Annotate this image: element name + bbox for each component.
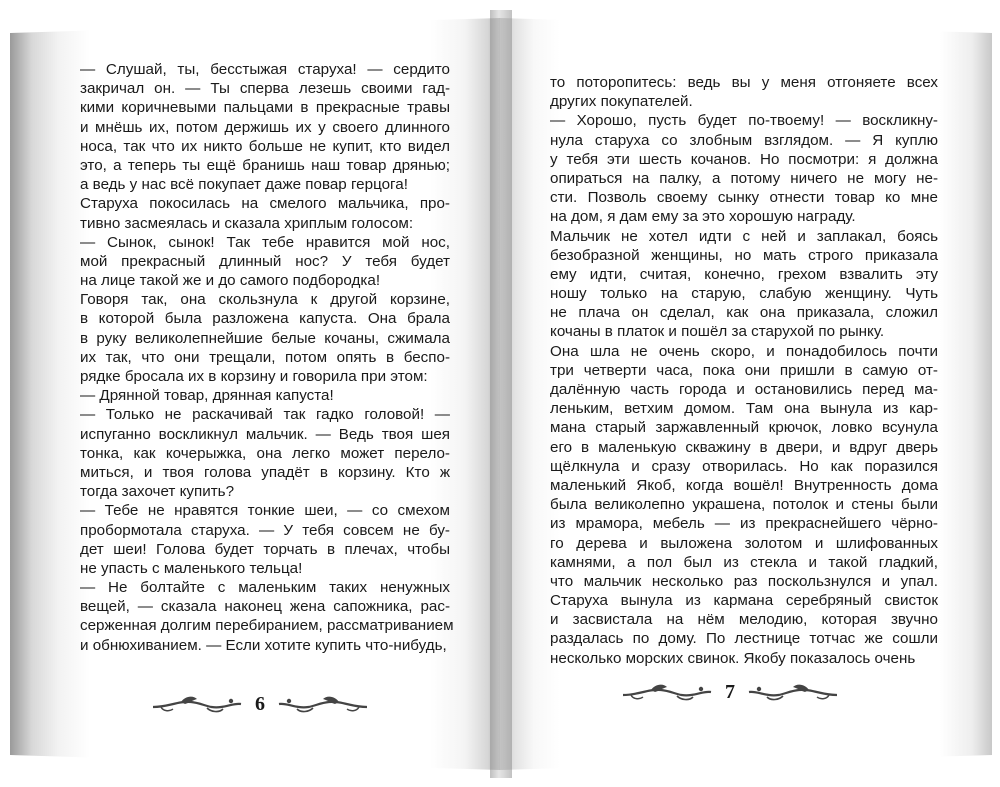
- text-line: рядке бросала их в корзину и говорила при этом:: [80, 368, 428, 385]
- text-line: Она шла не очень скоро, и понадобилось почти: [550, 342, 938, 360]
- text-line: испуганно воскликнул мальчик. — Ведь твоя шея: [80, 425, 450, 443]
- text-line: опираться на палку, а потому ничего не могу не-: [550, 169, 938, 187]
- text-line: сти. Позволь своему сынку отнести товар ко мне: [550, 189, 938, 207]
- text-line: раздалась по дому. По лестнице тотчас же сошли: [550, 630, 938, 648]
- text-line: несколько морских свинок. Якобу показалось очень: [550, 649, 916, 667]
- text-line: их так, что они трещали, потом опять в беспо-: [80, 348, 450, 366]
- text-line: — Сынок, сынок! Так тебе нравится мой нос,: [80, 233, 450, 251]
- text-line: Мальчик не хотел идти с ней и заплакал, боясь: [550, 227, 938, 245]
- text-line: мана старый заржавленный крючок, ловко всунула: [550, 419, 938, 437]
- text-line: мой прекрасный длинный нос? У тебя будет: [80, 252, 450, 270]
- text-line: Старуха покосилась на смелого мальчика, про-: [80, 195, 450, 213]
- text-line: Говоря так, она скользнула к другой корзине,: [80, 291, 450, 309]
- ornament-left-icon: [151, 693, 243, 715]
- text-line: ношу только на старую, слабую женщину. Чуть: [550, 285, 938, 303]
- text-line: — Только не раскачивай так гадко головой! —: [80, 406, 450, 424]
- text-line: из мрамора, мебель — из прекраснейшего чёрно-: [550, 515, 938, 533]
- text-line: у тебя эти шесть кочанов. Но посмотри: я должна: [550, 150, 938, 168]
- text-line: маленький Якоб, когда вошёл! Внутренность дома: [550, 476, 938, 494]
- text-line: на лице такой же и до самого подбородка!: [80, 272, 381, 290]
- text-line: его в маленькую скважину в двери, и вдруг дверь: [550, 438, 938, 456]
- page-number-right: 7: [725, 680, 735, 703]
- text-line: го дерева и выложена золотом и шлифованных: [550, 534, 938, 552]
- text-line: далённую часть города и остановились перед ма-: [550, 381, 938, 398]
- text-line: тонка, как кочерыжка, она легко может перело-: [80, 444, 450, 462]
- text-line: и мнёшь их, потом держишь их у своего длинного: [80, 118, 450, 136]
- text-line: и обнюхиванием. — Если хотите купить что-нибудь,: [80, 636, 447, 654]
- text-line: вещей, — сказала наконец жена сапожника, рас-: [80, 598, 450, 616]
- text-line: — Тебе не нравятся тонкие шеи, — со смехом: [80, 502, 450, 520]
- text-line: это, а теперь ты ещё бранишь наш товар дрянью;: [80, 156, 450, 174]
- text-line: леньким, ветхим домом. Там она вынула из кар-: [550, 400, 938, 418]
- text-line: Старуха вынула из кармана серебряный свисток: [550, 592, 938, 610]
- book-gutter: [490, 10, 512, 778]
- left-page-footer: [130, 684, 390, 724]
- text-line: носа, так что их никто больше не купит, кто видел: [80, 137, 450, 155]
- right-page-footer: [600, 672, 860, 712]
- ornament-right-icon: [747, 681, 839, 703]
- ornament-right-icon: [277, 693, 369, 715]
- text-line: кими коричневыми пальцами в прекрасные травы: [80, 99, 450, 117]
- text-line: а ведь у нас всё покупает даже повар герцога!: [80, 176, 408, 194]
- text-line: в которой была разложена капуста. Она брала: [80, 310, 450, 328]
- text-line: три четверти часа, пока они пришли в самую от-: [550, 361, 938, 379]
- text-line: других покупателей.: [550, 93, 693, 111]
- text-line: была великолепно украшена, потолок и стены были: [550, 496, 938, 514]
- text-line: закричал он. — Ты сперва лезешь своими гад-: [80, 80, 450, 98]
- text-line: щёлкнула и сразу отворилась. Но как поразился: [550, 457, 938, 475]
- text-line: и засвистала на нём мелодию, которая звучно: [550, 611, 938, 629]
- text-line: тивно засмеялась и сказала хриплым голосом:: [80, 214, 414, 232]
- text-line: миться, и твоя голова упадёт в корзину. Кто ж: [80, 463, 450, 481]
- text-line: то поторопитесь: ведь вы у меня отгоняете всех: [550, 74, 938, 91]
- text-line: серженная долгим перебиранием, рассматриванием: [80, 617, 454, 635]
- text-line: — Не болтайте с маленьким таких ненужных: [80, 579, 450, 597]
- text-line: — Хорошо, пусть будет по-твоему! — воскликну-: [550, 112, 938, 130]
- left-page-text: [80, 60, 454, 655]
- text-line: на дом, я дам ему за это хорошую награду.: [550, 208, 856, 226]
- text-line: — Слушай, ты, бесстыжая старуха! — сердито: [80, 61, 450, 78]
- text-line: что мальчик несколько раз поскользнулся и упал.: [550, 572, 938, 590]
- text-line: ему идти, считая, конечно, грехом взвалить эту: [550, 265, 938, 283]
- text-line: в руку великолепнейшие белые кочаны, сжимала: [80, 329, 450, 347]
- text-line: не упасть с маленького тельца!: [80, 559, 303, 577]
- text-line: пробормотала старуха. — У тебя совсем не бу-: [80, 521, 450, 539]
- text-line: — Дрянной товар, дрянная капуста!: [80, 387, 334, 405]
- text-line: безобразной женщины, но мать строго приказала: [550, 246, 938, 264]
- ornament-left-icon: [621, 681, 713, 703]
- text-line: нула старуха со злобным взглядом. — Я куплю: [550, 131, 938, 149]
- text-line: дет шеи! Голова будет торчать в плечах, чтобы: [80, 540, 450, 558]
- right-page-text: [550, 73, 938, 668]
- page-number-left: 6: [255, 692, 265, 715]
- text-line: камнями, а пол был из стекла и такой гладкий,: [550, 553, 938, 571]
- text-line: кочаны в платок и пошёл за старухой по рынку.: [550, 323, 885, 341]
- text-line: тогда захочет купить?: [80, 483, 235, 501]
- text-line: не плача он сделал, как она приказала, сложил: [550, 304, 938, 322]
